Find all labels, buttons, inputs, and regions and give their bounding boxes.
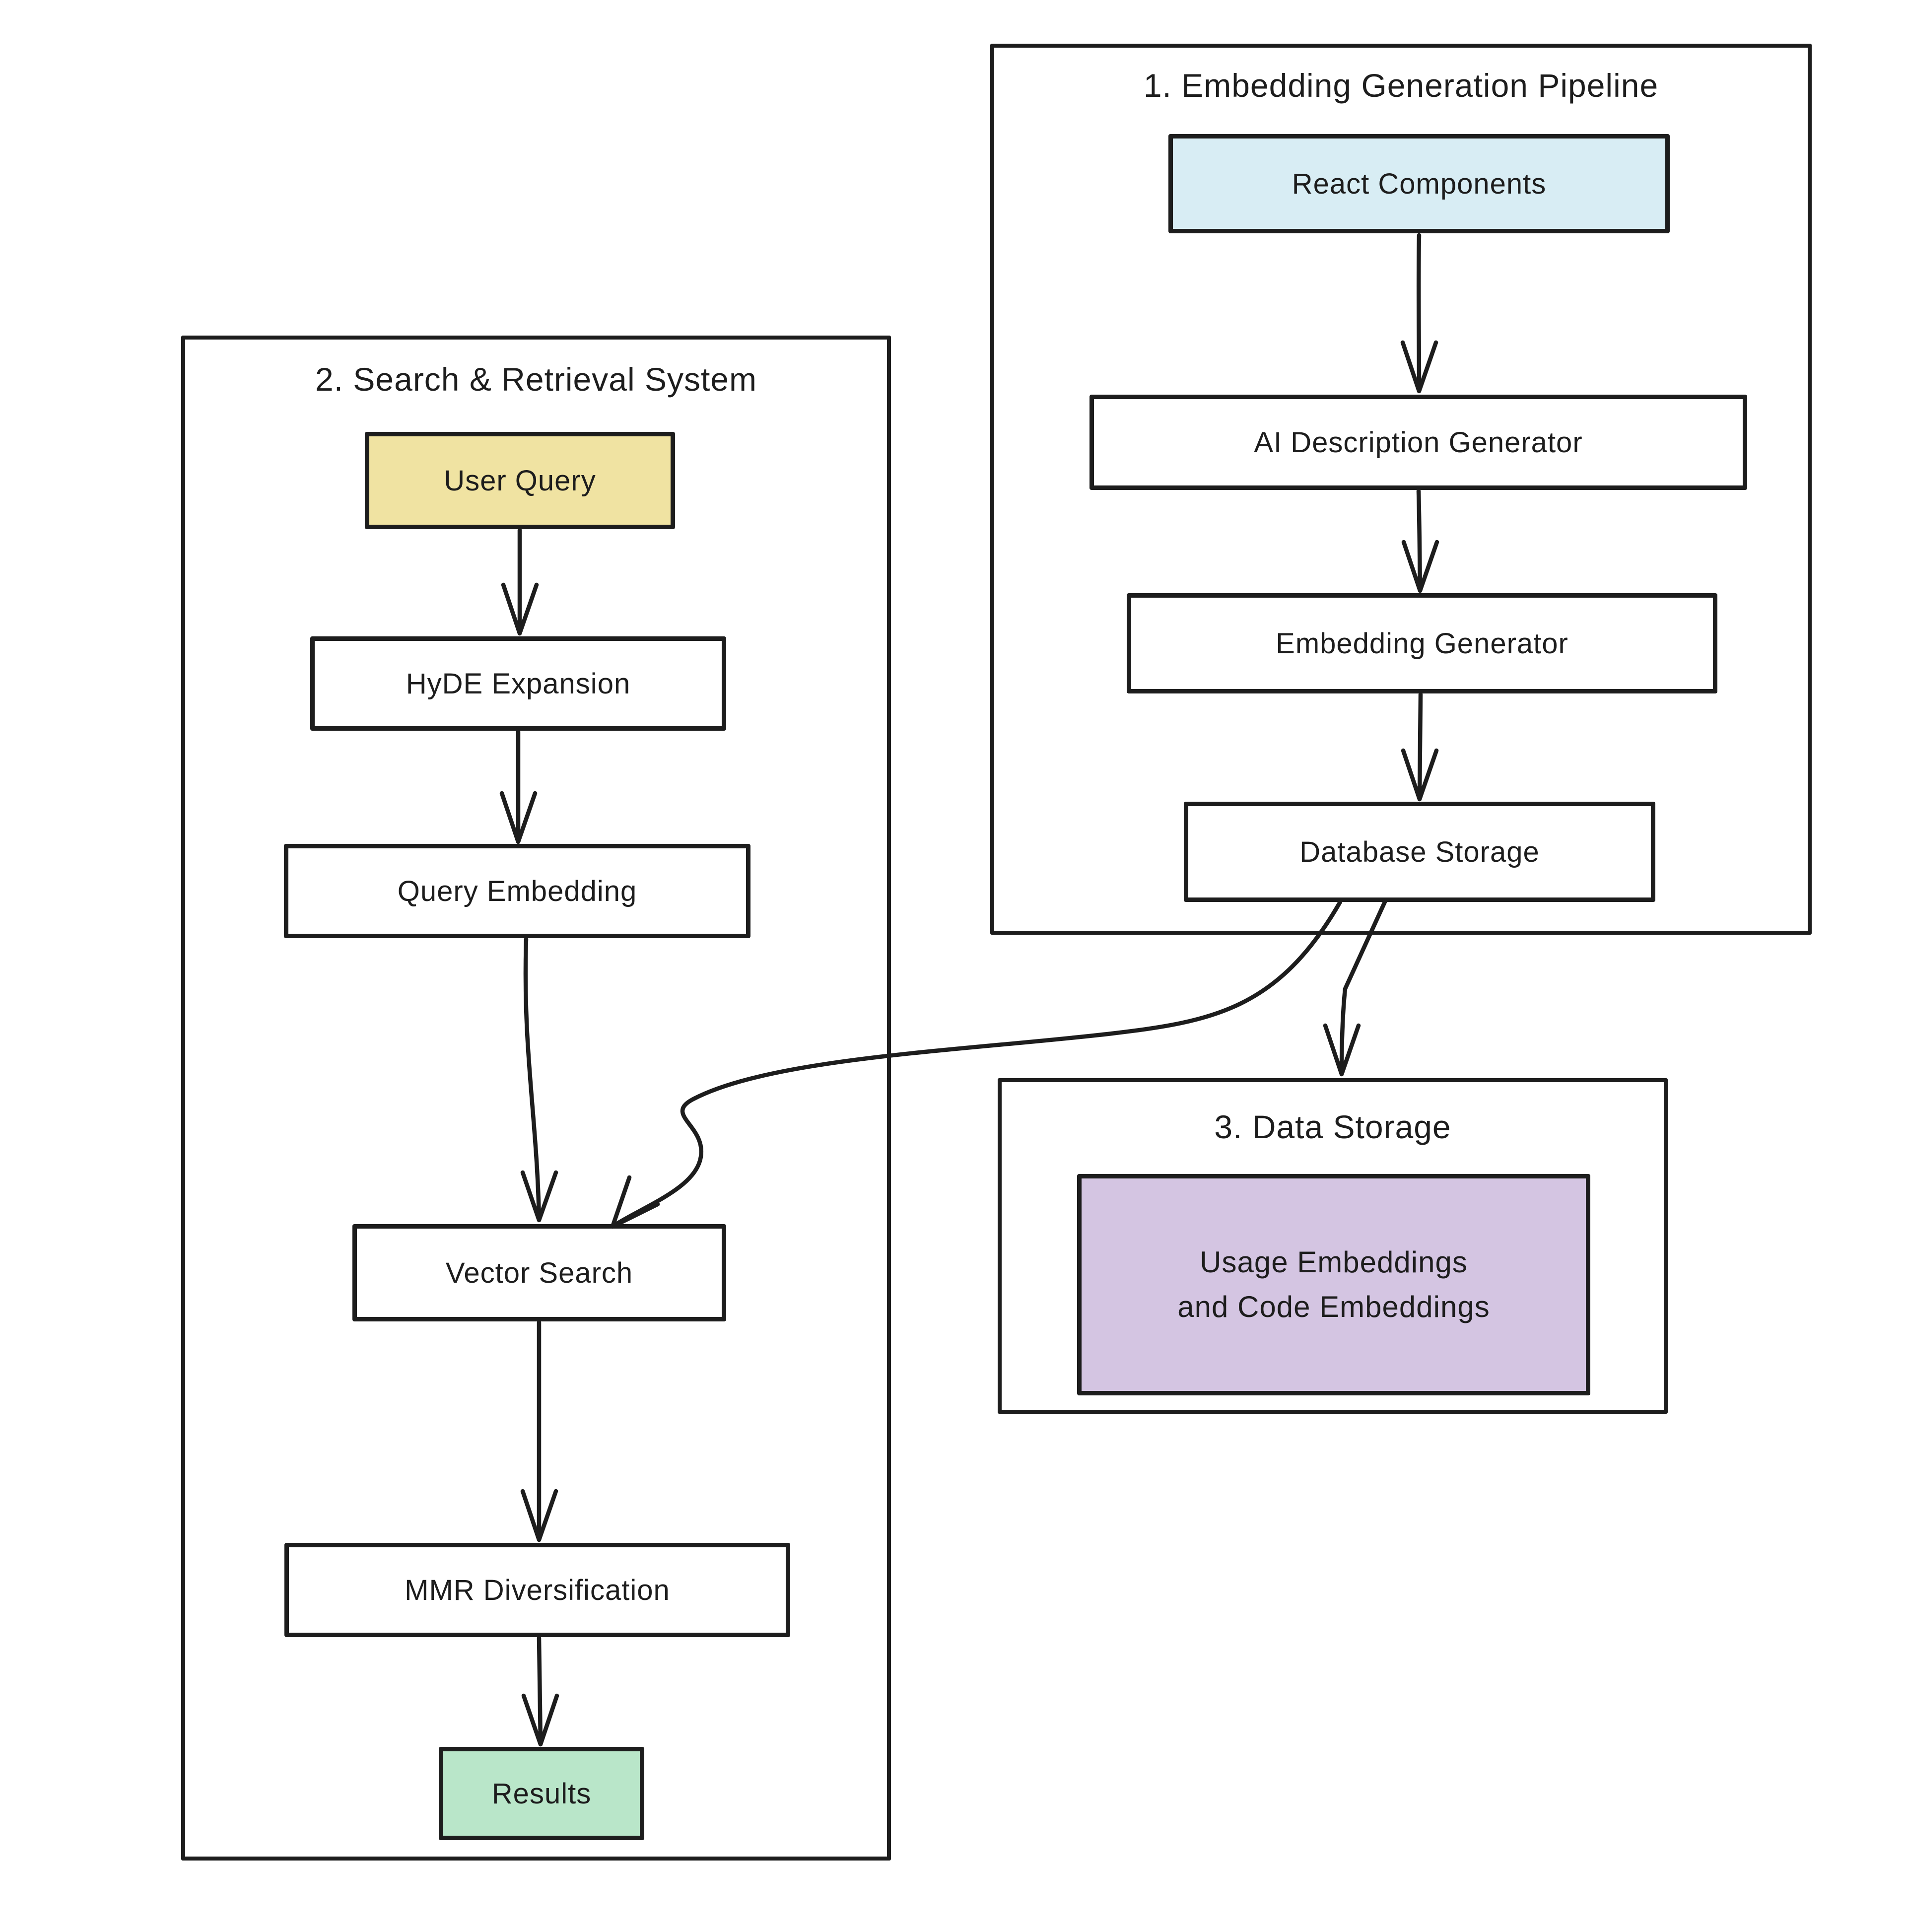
node-query-embedding xyxy=(284,844,750,938)
node-vector-search xyxy=(352,1224,726,1321)
section-title-data-storage: 3. Data Storage xyxy=(1214,1108,1451,1145)
node-results-label: Results xyxy=(491,1777,592,1810)
node-results xyxy=(439,1747,644,1840)
node-embedding-generator xyxy=(1127,593,1717,693)
section-title-pipeline: 1. Embedding Generation Pipeline xyxy=(1143,67,1659,104)
node-mmr-diversification-label: MMR Diversification xyxy=(405,1574,670,1606)
node-database-storage-label: Database Storage xyxy=(1299,835,1540,868)
node-database-storage xyxy=(1184,802,1655,902)
node-mmr-diversification xyxy=(284,1543,790,1637)
node-ai-description-generator-label: AI Description Generator xyxy=(1254,426,1583,459)
node-hyde-expansion xyxy=(310,636,726,731)
node-query-embedding-label: Query Embedding xyxy=(397,875,637,907)
node-user-query-label: User Query xyxy=(444,464,596,497)
section-title-search: 2. Search & Retrieval System xyxy=(315,361,757,398)
node-react-components-label: React Components xyxy=(1292,167,1547,200)
node-hyde-expansion-label: HyDE Expansion xyxy=(406,667,631,700)
node-ai-description-generator xyxy=(1089,395,1747,490)
node-usage-embeddings-line2: and Code Embeddings xyxy=(1177,1290,1490,1323)
node-usage-and-code-embeddings xyxy=(1077,1174,1590,1395)
arrowhead-database-storage-to-data-storage xyxy=(1325,1026,1359,1074)
node-react-components xyxy=(1168,134,1670,233)
node-vector-search-label: Vector Search xyxy=(445,1256,633,1289)
node-usage-embeddings-line1: Usage Embeddings xyxy=(1200,1245,1468,1279)
node-user-query xyxy=(365,432,675,529)
node-embedding-generator-label: Embedding Generator xyxy=(1276,627,1568,660)
